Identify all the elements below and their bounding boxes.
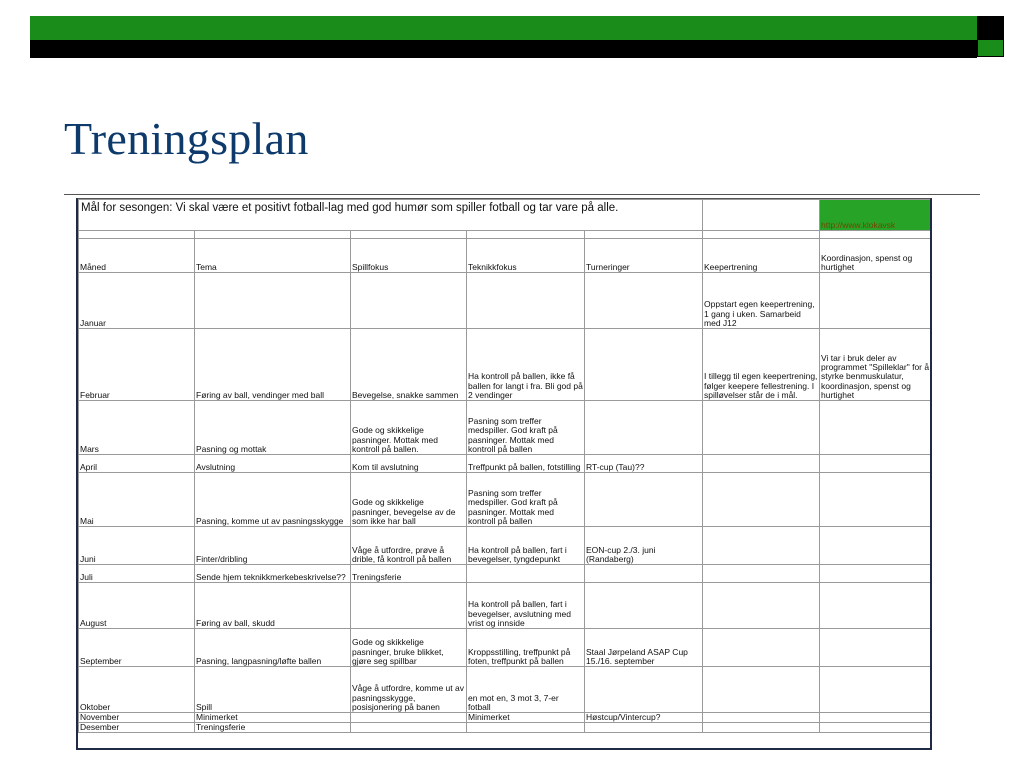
table-cell [820, 629, 932, 667]
month-cell: November [79, 713, 195, 723]
table-cell: Treningsferie [195, 723, 351, 733]
month-cell: September [79, 629, 195, 667]
table-cell: Høstcup/Vintercup? [585, 713, 703, 723]
table-row [79, 473, 933, 527]
col-header: Spillfokus [351, 239, 467, 273]
table-cell [351, 713, 467, 723]
table-cell: Våge å utfordre, komme ut av pasningsskygge, posisjonering på banen [351, 667, 467, 713]
header-banner-green [30, 16, 977, 40]
table-cell: Ha kontroll på ballen, fart i bevegelser, avslutning med vrist og innside [467, 583, 585, 629]
table-row [79, 273, 933, 329]
table-row [79, 401, 933, 455]
table-cell: Ha kontroll på ballen, fart i bevegelser, tyngdepunkt [467, 527, 585, 565]
table-row [79, 565, 933, 583]
table-cell: Føring av ball, skudd [195, 583, 351, 629]
col-header: Koordinasjon, spenst og hurtighet [820, 239, 932, 273]
table-cell: Gode og skikkelige pasninger, bevegelse av de som ikke har ball [351, 473, 467, 527]
table-cell [585, 273, 703, 329]
table-cell: Gode og skikkelige pasninger, bruke blikket, gjøre seg spillbar [351, 629, 467, 667]
goal-row [79, 200, 933, 231]
season-goal: Mål for sesongen: Vi skal være et positivt fotball-lag med god humør som spiller fotball og tar vare på alle. [79, 200, 703, 231]
table-cell [703, 713, 820, 723]
table-cell [703, 583, 820, 629]
col-header: Keepertrening [703, 239, 820, 273]
month-cell: Juli [79, 565, 195, 583]
web-link[interactable]: http://www.klokavsk [820, 200, 932, 231]
table-row [79, 583, 933, 629]
table-cell: RT-cup (Tau)?? [585, 455, 703, 473]
table-cell: Ha kontroll på ballen, ikke få ballen for langt i fra. Bli god på 2 vendinger [467, 329, 585, 401]
table-cell [351, 273, 467, 329]
table-cell: Treffpunkt på ballen, fotstilling [467, 455, 585, 473]
table-cell: Avslutning [195, 455, 351, 473]
month-cell: Oktober [79, 667, 195, 713]
table-cell [820, 583, 932, 629]
table-cell [820, 713, 932, 723]
col-header: Måned [79, 239, 195, 273]
table-cell [585, 473, 703, 527]
table-cell [585, 401, 703, 455]
header-row [79, 239, 933, 273]
table-cell [467, 273, 585, 329]
col-header: Tema [195, 239, 351, 273]
table-cell [820, 455, 932, 473]
table-cell: Pasning, langpasning/løfte ballen [195, 629, 351, 667]
table-cell: Pasning som treffer medspiller. God kraft på pasninger. Mottak med kontroll på ballen [467, 473, 585, 527]
table-cell: Pasning, komme ut av pasningsskygge [195, 473, 351, 527]
table-cell [585, 583, 703, 629]
table-row [79, 667, 933, 713]
table-row [79, 527, 933, 565]
table-cell: Spill [195, 667, 351, 713]
table-cell [703, 565, 820, 583]
table-cell [820, 667, 932, 713]
header-banner-corner [977, 16, 1004, 40]
table-row [79, 629, 933, 667]
table-cell [703, 473, 820, 527]
table-cell [703, 667, 820, 713]
month-cell: August [79, 583, 195, 629]
month-cell: Mars [79, 401, 195, 455]
table-cell [820, 565, 932, 583]
table-cell [820, 473, 932, 527]
table-cell: Oppstart egen keepertrening, 1 gang i uken. Samarbeid med J12 [703, 273, 820, 329]
col-header: Turneringer [585, 239, 703, 273]
table-cell [467, 723, 585, 733]
table-cell [820, 401, 932, 455]
table-row [79, 455, 933, 473]
table-cell [585, 723, 703, 733]
table-cell: Staal Jørpeland ASAP Cup 15./16. september [585, 629, 703, 667]
table-cell [351, 583, 467, 629]
table-cell [703, 455, 820, 473]
empty-cell [703, 200, 820, 231]
table-cell [585, 565, 703, 583]
header-banner-corner-square [977, 40, 1004, 57]
table-cell: Våge å utfordre, prøve å drible, få kontroll på ballen [351, 527, 467, 565]
spreadsheet-image [76, 198, 932, 750]
table-cell [820, 527, 932, 565]
table-cell: Bevegelse, snakke sammen [351, 329, 467, 401]
table-cell: I tillegg til egen keepertrening, følger keepere fellestrening. I spilløvelser står de i mål. [703, 329, 820, 401]
table-cell [703, 527, 820, 565]
month-cell: Januar [79, 273, 195, 329]
month-cell: Desember [79, 723, 195, 733]
table-row [79, 713, 933, 723]
table-cell: Føring av ball, vendinger med ball [195, 329, 351, 401]
table-cell [703, 629, 820, 667]
table-cell: Pasning som treffer medspiller. God kraft på pasninger. Mottak med kontroll på ballen [467, 401, 585, 455]
table-cell: Vi tar i bruk deler av programmet "Spilleklar" for å styrke benmuskulatur, koordinasjon, spenst og hurtighet [820, 329, 932, 401]
table-cell [703, 401, 820, 455]
title-divider [64, 194, 980, 195]
month-cell: April [79, 455, 195, 473]
table-cell [585, 667, 703, 713]
table-row [79, 723, 933, 733]
table-row [79, 329, 933, 401]
month-cell: Juni [79, 527, 195, 565]
table-cell [351, 723, 467, 733]
table-cell: Kroppsstilling, treffpunkt på foten, treffpunkt på ballen [467, 629, 585, 667]
table-cell [820, 723, 932, 733]
table-cell: Kom til avslutning [351, 455, 467, 473]
training-plan-table [78, 199, 932, 733]
table-cell: EON-cup 2./3. juni (Randaberg) [585, 527, 703, 565]
table-cell [820, 273, 932, 329]
header-banner-black [30, 40, 977, 58]
table-cell [467, 565, 585, 583]
month-cell: Februar [79, 329, 195, 401]
col-header: Teknikkfokus [467, 239, 585, 273]
table-cell: Pasning og mottak [195, 401, 351, 455]
table-cell: Sende hjem teknikkmerkebeskrivelse?? [195, 565, 351, 583]
table-cell: Finter/dribling [195, 527, 351, 565]
table-cell [195, 273, 351, 329]
spacer-row [79, 231, 933, 239]
page-title: Treningsplan [64, 113, 309, 164]
table-cell [703, 723, 820, 733]
table-cell: Minimerket [467, 713, 585, 723]
table-cell: Minimerket [195, 713, 351, 723]
month-cell: Mai [79, 473, 195, 527]
table-cell: Treningsferie [351, 565, 467, 583]
table-cell: en mot en, 3 mot 3, 7-er fotball [467, 667, 585, 713]
table-cell: Gode og skikkelige pasninger. Mottak med kontroll på ballen. [351, 401, 467, 455]
table-cell [585, 329, 703, 401]
